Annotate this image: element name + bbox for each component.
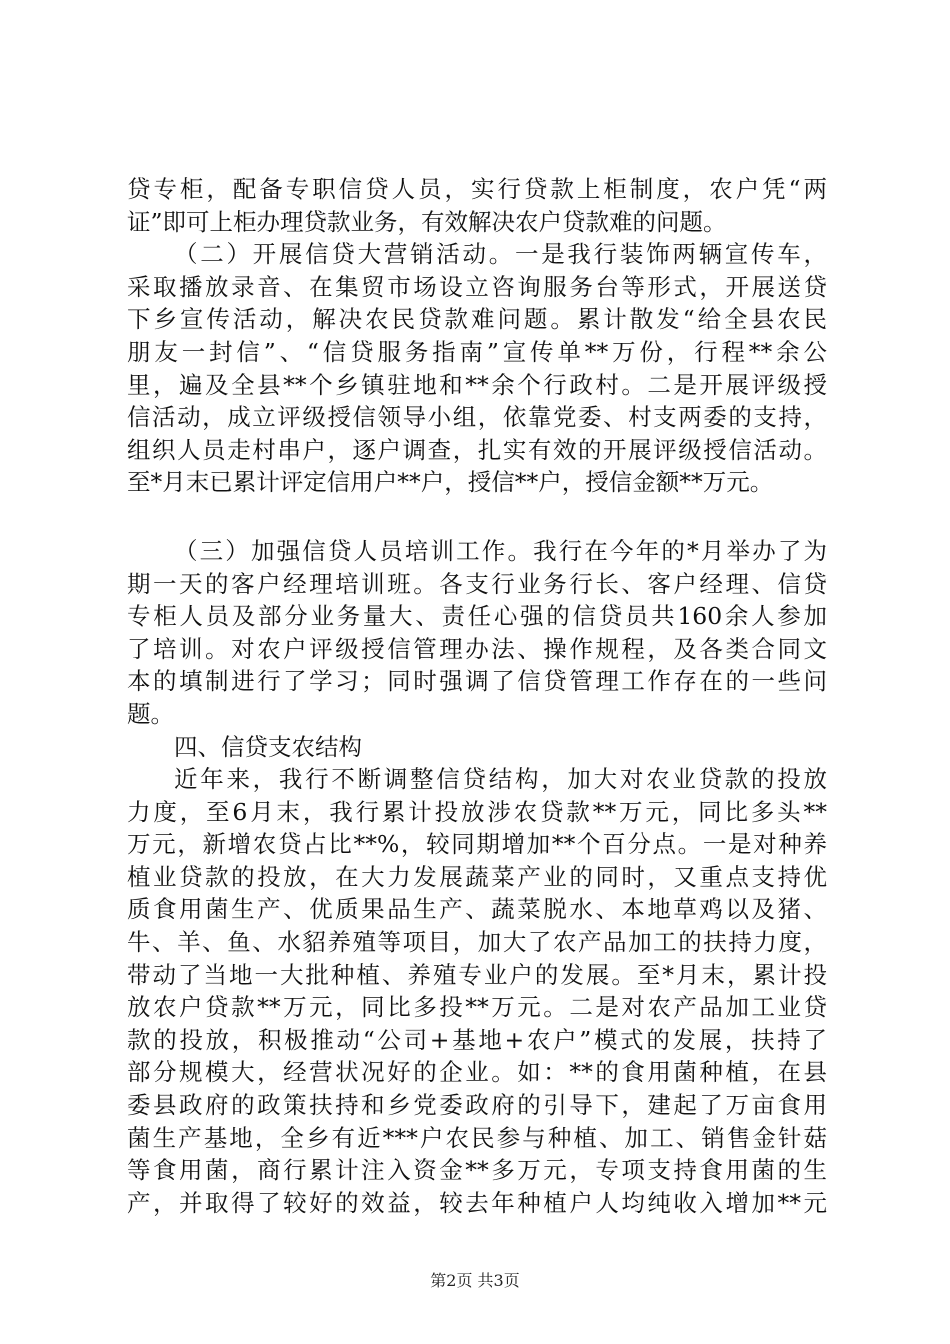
text-line: 款的投放，积极推动“公司+基地+农户”模式的发展，扶持了 (127, 1025, 827, 1054)
text-line: 题。 (127, 699, 174, 728)
section-heading (127, 731, 827, 764)
text-line: 专柜人员及部分业务量大、责任心强的信贷员共160余人参加 (127, 602, 827, 631)
document-body (127, 173, 827, 1219)
text-line: 植业贷款的投放，在大力发展蔬菜产业的同时，又重点支持优 (127, 862, 827, 891)
text-line: 力度，至6月末，我行累计投放涉农贷款**万元，同比多头** (127, 797, 827, 826)
text-line: 近年来，我行不断调整信贷结构，加大对农业贷款的投放 (174, 765, 827, 794)
page-number-footer: 第2页 共3页 (430, 1271, 520, 1290)
text-line: 菌生产基地，全乡有近***户农民参与种植、加工、销售金针菇 (127, 1123, 827, 1152)
text-line: 证”即可上柜办理贷款业务，有效解决农户贷款难的问题。 (127, 207, 727, 236)
text-line: （三）加强信贷人员培训工作。我行在今年的*月举办了为 (174, 536, 827, 565)
text-line: 等食用菌，商行累计注入资金**多万元，专项支持食用菌的生 (127, 1156, 827, 1185)
paragraph-spacer (127, 499, 827, 535)
text-line: 至*月末已累计评定信用户**户，授信**户，授信金额**万元。 (127, 468, 774, 497)
text-line: 放农户贷款**万元，同比多投**万元。二是对农产品加工业贷 (127, 993, 827, 1022)
text-line: 本的填制进行了学习；同时强调了信贷管理工作存在的一些问 (127, 667, 827, 696)
text-line: 质食用菌生产、优质果品生产、蔬菜脱水、本地草鸡以及猪、 (127, 895, 827, 924)
paragraph-credit-marketing (127, 238, 827, 499)
text-line: 委县政府的政策扶持和乡党委政府的引导下，建起了万亩食用 (127, 1091, 827, 1120)
text-line: （二）开展信贷大营销活动。一是我行装饰两辆宣传车， (174, 240, 827, 269)
heading-line: 四、信贷支农结构 (174, 732, 362, 761)
text-line: 朋友一封信”、“信贷服务指南”宣传单**万份，行程**余公 (127, 337, 827, 366)
text-line: 信活动，成立评级授信领导小组，依靠党委、村支两委的支持， (127, 403, 827, 432)
text-line: 部分规模大，经营状况好的企业。如：**的食用菌种植，在县 (127, 1058, 827, 1087)
text-line: 里，遍及全县**个乡镇驻地和**余个行政村。二是开展评级授 (127, 370, 827, 399)
paragraph-staff-training (127, 535, 827, 731)
text-line: 带动了当地一大批种植、养殖专业户的发展。至*月末，累计投 (127, 960, 827, 989)
text-line: 万元，新增农贷占比**%，较同期增加**个百分点。一是对种养 (127, 830, 827, 859)
text-line: 下乡宣传活动，解决农民贷款难问题。累计散发“给全县农民 (127, 305, 827, 334)
text-line: 期一天的客户经理培训班。各支行业务行长、客户经理、信贷 (127, 569, 827, 598)
text-line: 产，并取得了较好的效益，较去年种植户人均纯收入增加**元 (127, 1188, 827, 1217)
paragraph-continuation (127, 173, 827, 238)
text-line: 组织人员走村串户，逐户调查，扎实有效的开展评级授信活动。 (127, 435, 827, 464)
text-line: 贷专柜，配备专职信贷人员，实行贷款上柜制度，农户凭“两 (127, 175, 827, 203)
text-line: 了培训。对农户评级授信管理办法、操作规程，及各类合同文 (127, 634, 827, 663)
paragraph-credit-structure (127, 763, 827, 1219)
text-line: 牛、羊、鱼、水貂养殖等项目，加大了农产品加工的扶持力度， (127, 928, 827, 957)
text-line: 采取播放录音、在集贸市场设立咨询服务台等形式，开展送贷 (127, 272, 827, 301)
